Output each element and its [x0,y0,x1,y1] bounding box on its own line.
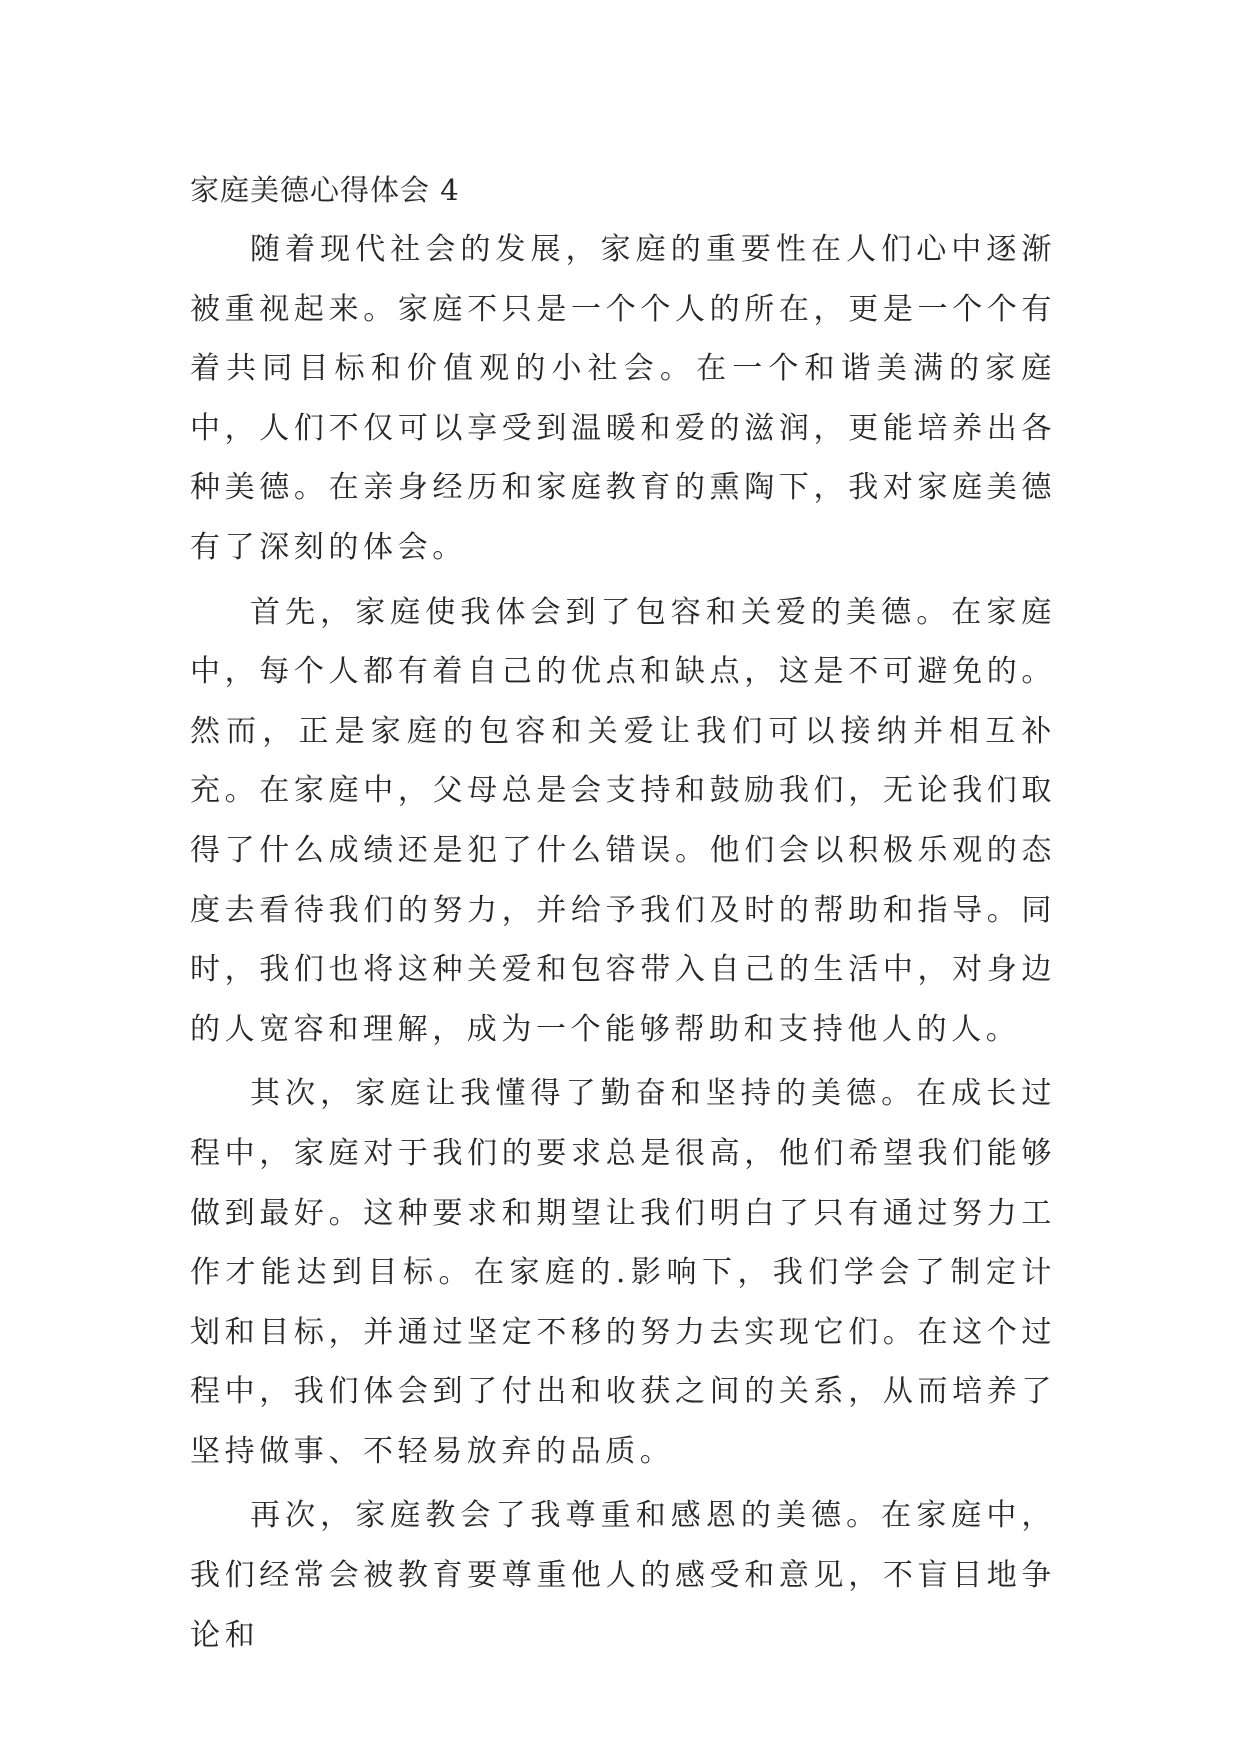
document-title: 家庭美德心得体会 4 [190,173,460,207]
paragraph-diligence-persistence: 其次，家庭让我懂得了勤奋和坚持的美德。在成长过程中，家庭对于我们的要求总是很高，他们希望我们能够做到最好。这种要求和期望让我们明白了只有通过努力工作才能达到目标。在家庭的.影响下，我们学会了制定计划和目标，并通过坚定不移的努力去实现它们。在这个过程中，我们体会到了付出和收获之间的关系，从而培养了坚持做事、不轻易放弃的品质。 [190,1076,1056,1469]
paragraph-tolerance-care: 首先，家庭使我体会到了包容和关爱的美德。在家庭中，每个人都有着自己的优点和缺点，这是不可避免的。然而，正是家庭的包容和关爱让我们可以接纳并相互补充。在家庭中，父母总是会支持和鼓励我们，无论我们取得了什么成绩还是犯了什么错误。他们会以积极乐观的态度去看待我们的努力，并给予我们及时的帮助和指导。同时，我们也将这种关爱和包容带入自己的生活中，对身边的人宽容和理解，成为一个能够帮助和支持他人的人。 [190,594,1056,1047]
paragraph-respect-gratitude: 再次，家庭教会了我尊重和感恩的美德。在家庭中，我们经常会被教育要尊重他人的感受和意见，不盲目地争论和 [190,1498,1056,1653]
paragraph-intro: 随着现代社会的发展，家庭的重要性在人们心中逐渐被重视起来。家庭不只是一个个人的所在，更是一个个有着共同目标和价值观的小社会。在一个和谐美满的家庭中，人们不仅可以享受到温暖和爱的滋润，更能培养出各种美德。在亲身经历和家庭教育的熏陶下，我对家庭美德有了深刻的体会。 [190,232,1056,565]
document-body [190,160,1056,1670]
